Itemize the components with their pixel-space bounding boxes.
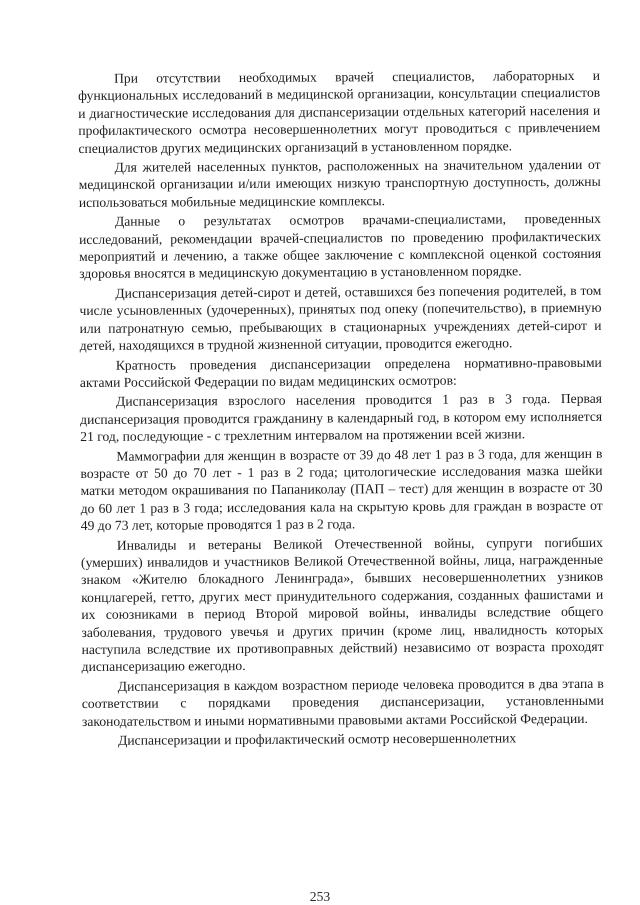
paragraph-mobile-complexes: Для жителей населенных пунктов, расположенных на значительном удалении от медицинской организации и/или имеющих низкую транспортную доступность, должны использоваться мобильные медицинские комплексы. [78, 156, 601, 210]
paragraph-minors: Диспансеризации и профилактический осмотр несовершеннолетних [118, 730, 517, 748]
paragraph-mammography: Маммографии для женщин в возрасте от 39 до 48 лет 1 раз в 3 года, для женщин в возрасте от 50 до 70 лет - 1 раз в 2 года; цитологические исследования мазка шейки матки методом окрашивания по Папаниколау (ПАП – тест) для женщин в возрасте от 30 до 60 лет 1 раз в 3 года; исследования кала на скрытую кровь для граждан в возрасте от 49 до 73 лет, которые проводятся 1 раз в 2 года. [80, 445, 603, 534]
paragraph-veterans: Инвалиды и ветераны Великой Отечественной войны, супруги погибших (умерших) инвалидов и участников Великой Отечественной войны, лица, награжденные знаком «Жителю блокадного Ленинграда», бывших несовершеннолетних узников концлагерей, гетто, других мест принудительного содержания, созданных фашистами и их союзниками в период Второй мировой войны, инвалиды вследствие общего заболевания, трудового увечья и других причин (кроме лиц, нвалидность которых наступила вследствие их противоправных действий) независимо от возраста проходят диспансеризацию ежегодно. [80, 534, 604, 675]
page-number: 253 [309, 889, 331, 904]
paragraph-specialists: При отсутствии необходимых врачей специалистов, лабораторных и функциональных исследований в медицинской организации, консультации специалистов и диагностические исследования для диспансеризации отдельных категорий населения и профилактического осмотра несовершеннолетних могут проводиться с привлечением специалистов других медицинских организаций в установленном порядке. [78, 67, 601, 156]
paragraph-examination-results: Данные о результатах осмотров врачами-специалистами, проведенных исследований, рекомендации врачей-специалистов по проведению профилактических мероприятий и лечению, а также общее заключение с комплексной оценкой состояния здоровья вносятся в медицинскую документацию в установленном порядке. [78, 211, 602, 282]
paragraph-orphans: Диспансеризация детей-сирот и детей, оставшихся без попечения родителей, в том числе усыновленных (удочеренных), принятых под опеку (попечительство), в приемную или патронатную семью, пребывающих в стационарных учреждениях детей-сирот и детей, находящихся в трудной жизненной ситуации, проводится ежегодно. [79, 282, 602, 354]
paragraph-frequency: Кратность проведения диспансеризации определена нормативно-правовыми актами Российской Федерации по видам медицинских осмотров: [79, 354, 602, 390]
paragraph-two-stages: Диспансеризация в каждом возрастном периоде человека проводится в два этапа в соответствии с порядками проведения диспансеризации, установленными законодательством и иными нормативными правовыми актами Российской Федерации. [81, 675, 604, 729]
paragraph-adult-population: Диспансеризация взрослого населения проводится 1 раз в 3 года. Первая диспансеризация проводится гражданину в календарный год, в котором ему исполняется 21 год, последующие - с трехлетним интервалом на протяжении всей жизни. [80, 391, 603, 445]
body-text [78, 67, 604, 752]
